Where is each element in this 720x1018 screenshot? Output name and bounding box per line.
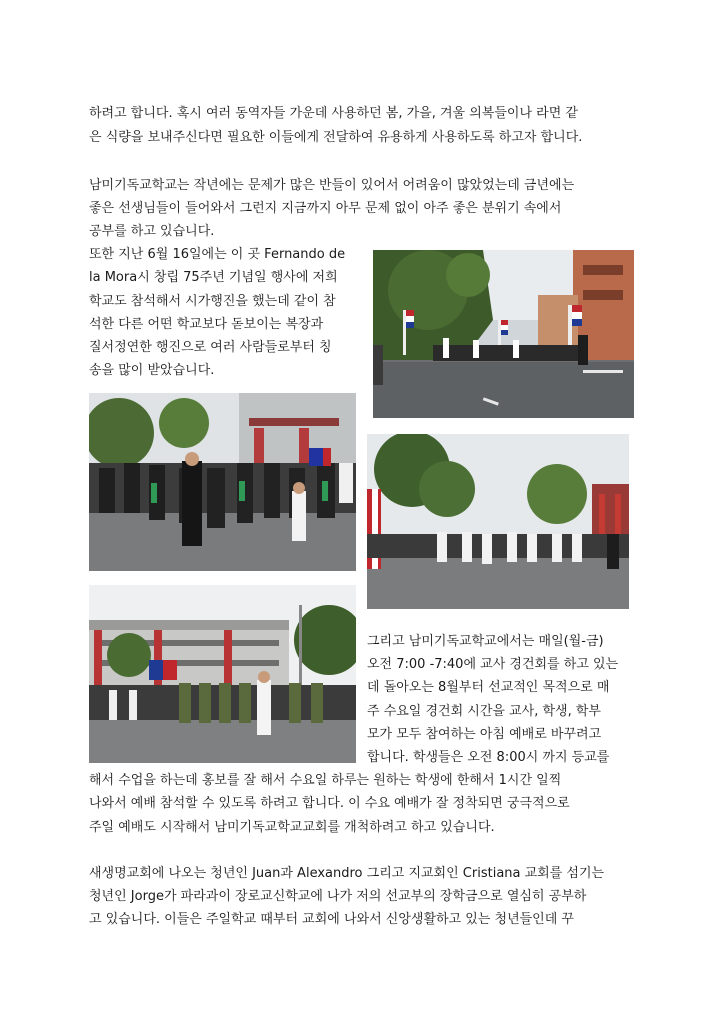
paragraph-4-line-2: 오전 7:00 -7:40에 교사 경건회를 하고 있는 bbox=[367, 657, 619, 672]
paragraph-3-line-4: 석한 다른 어떤 학교보다 돋보이는 복장과 bbox=[89, 317, 324, 332]
paragraph-4-line-5: 모가 모두 참여하는 아침 예배로 바꾸려고 bbox=[367, 727, 602, 742]
paragraph-4-line-8: 나와서 예배 참석할 수 있도록 하려고 합니다. 이 수요 예배가 잘 정착되면 궁극적으로 bbox=[89, 796, 570, 811]
paragraph-2-line-3: 공부를 하고 있습니다. bbox=[89, 224, 215, 239]
paragraph-4-line-6: 합니다. 학생들은 오전 8:00시 까지 등교를 bbox=[367, 750, 610, 765]
paragraph-1-line-2: 은 식량을 보내주신다면 필요한 이들에게 전달하여 유용하게 사용하도록 하고자 합니다. bbox=[89, 130, 583, 145]
paragraph-4-line-3: 데 돌아오는 8월부터 선교적인 목적으로 매 bbox=[367, 680, 610, 695]
parade-photo-band-white bbox=[367, 434, 629, 609]
paragraph-3-line-6: 송을 많이 받았습니다. bbox=[89, 363, 215, 378]
paragraph-4-line-4: 주 수요일 경건회 시간을 교사, 학생, 학부 bbox=[367, 704, 601, 719]
paragraph-4-line-7: 해서 수업을 하는데 홍보를 잘 해서 수요일 하루는 원하는 학생에 한해서 1시간 일찍 bbox=[89, 773, 562, 788]
parade-photo-drummers bbox=[89, 585, 356, 763]
paragraph-3-line-2: la Mora시 창립 75주년 기념일 행사에 저희 bbox=[89, 270, 338, 285]
paragraph-1-line-1: 하려고 합니다. 혹시 여러 동역자들 가운데 사용하던 봄, 가을, 겨울 의복들이나 라면 같 bbox=[89, 106, 578, 121]
paragraph-5-line-1: 새생명교회에 나오는 청년인 Juan과 Alexandro 그리고 지교회인 Cristiana 교회를 섬기는 bbox=[89, 866, 605, 881]
paragraph-5-line-2: 청년인 Jorge가 파라과이 장로교신학교에 나가 저의 선교부의 장학금으로 열심히 공부하 bbox=[89, 889, 587, 904]
parade-photo-flags bbox=[373, 250, 634, 418]
paragraph-2-line-1: 남미기독교학교는 작년에는 문제가 많은 반들이 있어서 어려움이 많았었는데 금년에는 bbox=[89, 178, 575, 193]
paragraph-3-line-1: 또한 지난 6월 16일에는 이 곳 Fernando de bbox=[89, 247, 346, 262]
paragraph-3-line-5: 질서정연한 행진으로 여러 사람들로부터 칭 bbox=[89, 340, 332, 355]
paragraph-4-line-9: 주일 예배도 시작해서 남미기독교학교교회를 개척하려고 하고 있습니다. bbox=[89, 820, 495, 835]
paragraph-2-line-2: 좋은 선생님들이 들어와서 그런지 지금까지 아무 문제 없이 아주 좋은 분위기 속에서 bbox=[89, 201, 562, 216]
paragraph-5-line-3: 고 있습니다. 이들은 주일학교 때부터 교회에 나와서 신앙생활하고 있는 청년들인데 꾸 bbox=[89, 912, 574, 927]
paragraph-4-line-1: 그리고 남미기독교학교에서는 매일(월-금) bbox=[367, 634, 604, 649]
parade-photo-students-teacher bbox=[89, 393, 356, 571]
paragraph-3-line-3: 학교도 참석해서 시가행진을 했는데 같이 참 bbox=[89, 294, 336, 309]
